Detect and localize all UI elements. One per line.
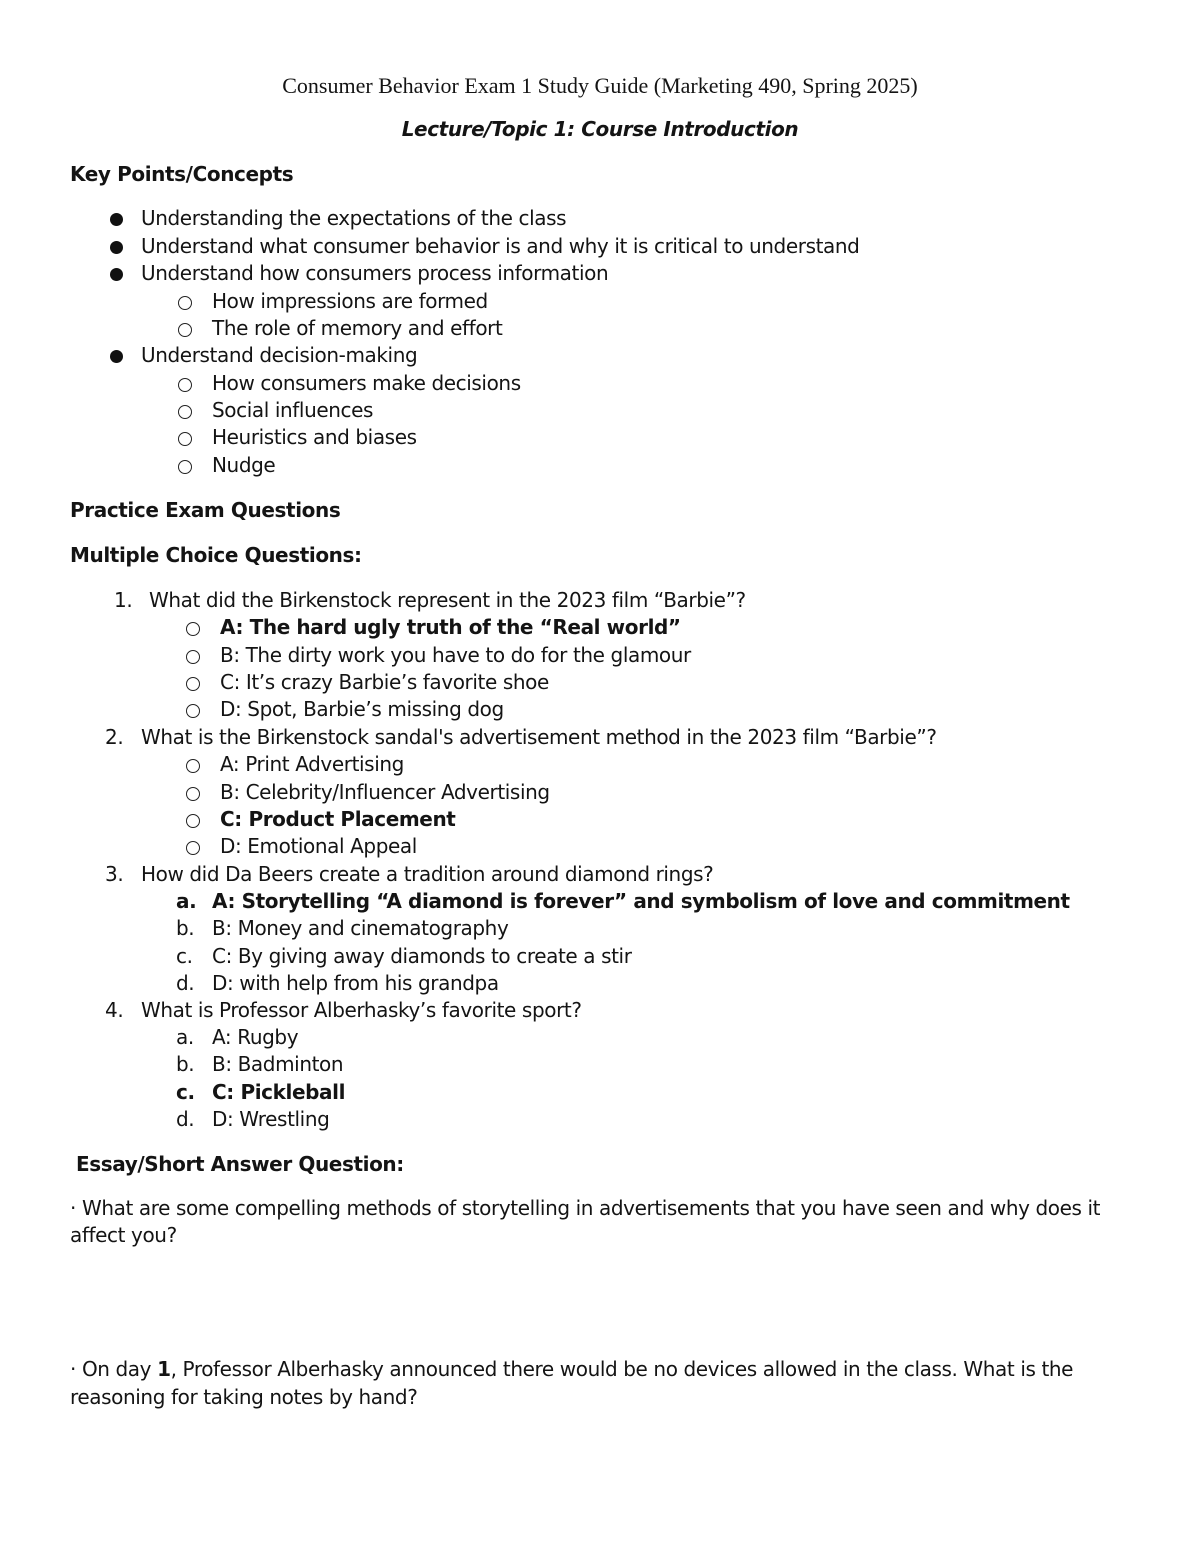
- option-ring-icon: [186, 677, 200, 691]
- answer-option: D: with help from his grandpa: [212, 971, 499, 995]
- practice-heading: Practice Exam Questions: [70, 498, 341, 522]
- option-ring-icon: [186, 704, 200, 718]
- essay-question-1-line-1: [70, 1196, 1100, 1220]
- option-letter: d.: [176, 971, 195, 995]
- essay-question-2-line-2: reasoning for taking notes by hand?: [70, 1385, 418, 1409]
- question-text: What did the Birkenstock represent in the 2023 film “Barbie”?: [149, 588, 746, 612]
- essay-question-2-line-1: [70, 1357, 1073, 1381]
- option-ring-icon: [186, 759, 200, 773]
- key-point-item: Understand decision-making: [141, 343, 418, 367]
- bullet-ring-icon: [178, 296, 192, 310]
- answer-option-correct: A: The hard ugly truth of the “Real world”: [220, 615, 681, 639]
- bullet-ring-icon: [178, 405, 192, 419]
- option-letter: b.: [176, 916, 195, 940]
- essay-bullet: ·: [70, 1196, 76, 1220]
- essay-question-text: , Professor Alberhasky announced there would be no devices allowed in the class. What is the: [170, 1357, 1074, 1381]
- answer-option: B: Badminton: [212, 1052, 344, 1076]
- question-text: How did Da Beers create a tradition around diamond rings?: [141, 862, 714, 886]
- essay-heading: Essay/Short Answer Question:: [76, 1152, 404, 1176]
- option-letter: b.: [176, 1052, 195, 1076]
- bullet-ring-icon: [178, 378, 192, 392]
- bullet-dot-icon: [110, 268, 123, 281]
- key-point-subitem: Social influences: [212, 398, 374, 422]
- key-point-subitem: Heuristics and biases: [212, 425, 417, 449]
- key-point-subitem: Nudge: [212, 453, 276, 477]
- option-letter: d.: [176, 1107, 195, 1131]
- key-point-subitem: How impressions are formed: [212, 289, 488, 313]
- bullet-ring-icon: [178, 460, 192, 474]
- answer-option-correct: A: Storytelling “A diamond is forever” and symbolism of love and commitment: [212, 889, 1070, 913]
- essay-question-1-line-2: affect you?: [70, 1223, 177, 1247]
- option-ring-icon: [186, 650, 200, 664]
- bullet-ring-icon: [178, 432, 192, 446]
- answer-option: D: Spot, Barbie’s missing dog: [220, 697, 504, 721]
- option-letter: a.: [176, 1025, 194, 1049]
- key-point-item: Understand what consumer behavior is and why it is critical to understand: [141, 234, 860, 258]
- answer-option: A: Rugby: [212, 1025, 299, 1049]
- question-number: 1.: [114, 588, 133, 612]
- question-number: 4.: [105, 998, 124, 1022]
- answer-option: B: The dirty work you have to do for the glamour: [220, 643, 691, 667]
- question-number: 3.: [105, 862, 124, 886]
- option-letter: c.: [176, 1080, 195, 1104]
- bullet-ring-icon: [178, 323, 192, 337]
- bullet-dot-icon: [110, 350, 123, 363]
- option-ring-icon: [186, 841, 200, 855]
- option-ring-icon: [186, 787, 200, 801]
- essay-question-text: On day: [81, 1357, 158, 1381]
- essay-bullet: ·: [70, 1357, 76, 1381]
- key-point-subitem: The role of memory and effort: [212, 316, 503, 340]
- question-text: What is the Birkenstock sandal's advertisement method in the 2023 film “Barbie”?: [141, 725, 937, 749]
- option-ring-icon: [186, 622, 200, 636]
- bullet-dot-icon: [110, 213, 123, 226]
- option-letter: c.: [176, 944, 193, 968]
- key-point-item: Understand how consumers process information: [141, 261, 609, 285]
- answer-option: A: Print Advertising: [220, 752, 404, 776]
- key-point-subitem: How consumers make decisions: [212, 371, 521, 395]
- key-point-item: Understanding the expectations of the class: [141, 206, 567, 230]
- answer-option-correct: C: Pickleball: [212, 1080, 346, 1104]
- essay-question-text: What are some compelling methods of storytelling in advertisements that you have seen and why does it: [81, 1196, 1101, 1220]
- document-title: Consumer Behavior Exam 1 Study Guide (Marketing 490, Spring 2025): [282, 73, 918, 98]
- answer-option: C: It’s crazy Barbie’s favorite shoe: [220, 670, 549, 694]
- option-letter: a.: [176, 889, 197, 913]
- key-points-heading: Key Points/Concepts: [70, 162, 294, 186]
- option-ring-icon: [186, 814, 200, 828]
- answer-option: D: Emotional Appeal: [220, 834, 417, 858]
- multiple-choice-heading: Multiple Choice Questions:: [70, 543, 362, 567]
- answer-option: D: Wrestling: [212, 1107, 330, 1131]
- essay-day-number: 1: [157, 1357, 171, 1381]
- question-text: What is Professor Alberhasky’s favorite sport?: [141, 998, 582, 1022]
- bullet-dot-icon: [110, 241, 123, 254]
- answer-option: B: Celebrity/Influencer Advertising: [220, 780, 550, 804]
- answer-option: C: By giving away diamonds to create a stir: [212, 944, 632, 968]
- answer-option: B: Money and cinematography: [212, 916, 509, 940]
- answer-option-correct: C: Product Placement: [220, 807, 456, 831]
- lecture-heading: Lecture/Topic 1: Course Introduction: [401, 117, 799, 141]
- question-number: 2.: [105, 725, 124, 749]
